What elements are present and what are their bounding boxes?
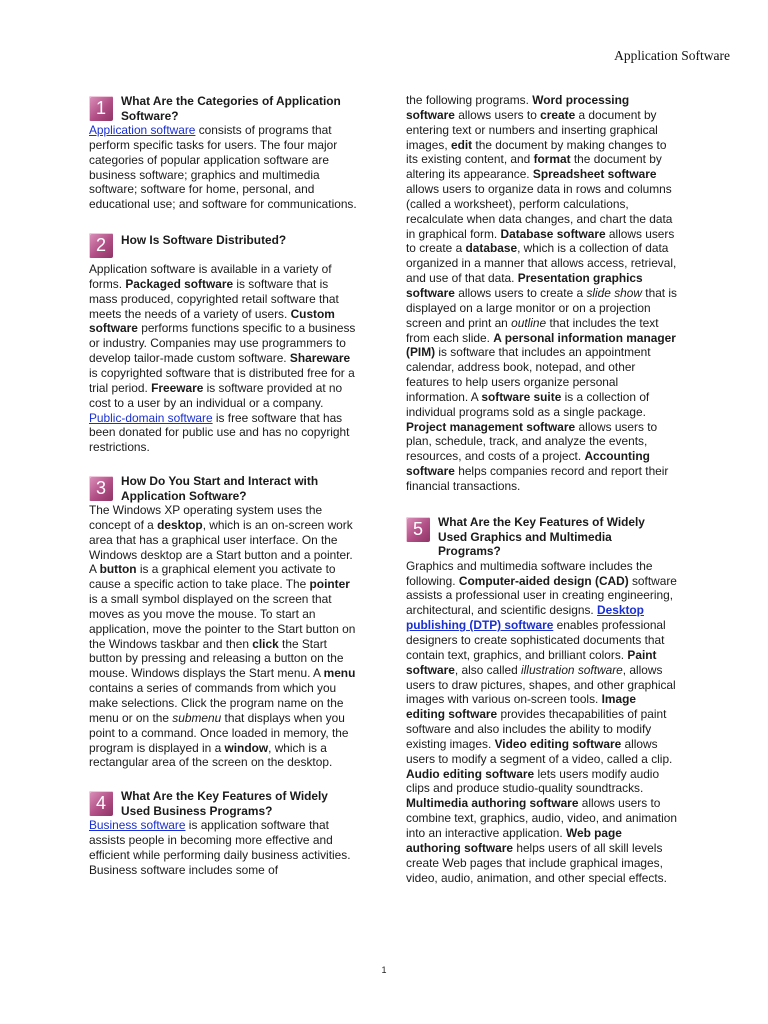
running-header: Application Software bbox=[614, 48, 730, 63]
section-3 bbox=[89, 473, 359, 503]
public-domain-software-link[interactable]: Public-domain software bbox=[89, 410, 213, 425]
section-4 bbox=[89, 788, 359, 818]
section-4-continued: the following programs. Word processing software allows users to create a document by entering text or numbers and inserting graphical images, edit the document by making changes to its existing content, and format the document by altering its appearance. Spreadsheet software allows users to organize data in rows and columns (called a worksheet), perform calculations, recalculate when data changes, and chart the data in graphical form. Database software allows users to create a database, which is a collection of data organized in a manner that allows access, retrieval, and use of that data. Presentation graphics software allows users to create a slide show that is displayed on a large monitor or on a projection screen and print an outline that includes the text from each slide. A personal information manager (PIM) is software that includes an appointment calendar, address book, notepad, and other features to help users organize personal information. A software suite is a collection of individual programs sold as a single package. Project management software allows users to plan, schedule, track, and analyze the events, resources, and costs of a project. Accounting software helps companies record and report their financial transactions. bbox=[406, 93, 677, 493]
section-1 bbox=[89, 93, 359, 123]
section-title: What Are the Key Features of Widely Used Graphics and Multimedia Programs? bbox=[438, 514, 645, 559]
section-number-badge: 1 bbox=[89, 96, 113, 121]
section-1-body: Application software consists of programs that perform specific tasks for users. The four major categories of popular application software are business software; graphics and multimedia software; software for home, personal, and educational use; and software for communications. bbox=[89, 123, 357, 212]
section-3-body: The Windows XP operating system uses the concept of a desktop, which is an on-screen work area that has a graphical user interface. On the Windows desktop are a Start button and a pointer. A button is a graphical element you activate to cause a specific action to take place. The pointer is a small symbol displayed on the screen that moves as you move the mouse. To start an application, move the pointer to the Start button on the Windows taskbar and then click the Start button by pressing and releasing a button on the mouse. Windows displays the Start menu. A menu contains a series of commands from which you make selections. Click the program name on the menu or on the submenu that displays when you point to a command. Once loaded in memory, the program is displayed in a window, which is a rectangular area of the screen on the desktop. bbox=[89, 503, 356, 770]
section-title: How Do You Start and Interact with Application Software? bbox=[121, 474, 319, 503]
section-number-badge: 2 bbox=[89, 233, 113, 258]
section-5-body: Graphics and multimedia software includes the following. Computer-aided design (CAD) software assists a professional user in creating engineering, architectural, and scientific designs. Desktop publishing (DTP) software enables professional designers to create sophisticated documents that contain text, graphics, and brilliant colors. Paint software, also called illustration software, allows users to draw pictures, shapes, and other graphical images with various on-screen tools. Image editing software provides thecapabilities of paint software and also includes the ability to modify existing images. Video editing software allows users to modify a segment of a video, called a clip. Audio editing software lets users modify audio clips and produce studio-quality soundtracks. Multimedia authoring software allows users to combine text, graphics, audio, video, and animation into an interactive application. Web page authoring software helps users of all skill levels create Web pages that include graphical images, video, audio, animation, and other special effects. bbox=[406, 558, 678, 885]
section-number-badge: 5 bbox=[406, 517, 430, 542]
right-column bbox=[406, 93, 678, 885]
left-column bbox=[89, 93, 359, 878]
section-2-body: Application software is available in a variety of forms. Packaged software is software that is mass produced, copyrighted retail software that meets the needs of a variety of users. Custom software performs functions specific to a business or industry. Companies may use programmers to develop tailor-made custom software. Shareware is copyrighted software that is distributed free for a trial period. Freeware is software provided at no cost to a user by an individual or a company. Public-domain software is free software that has been donated for public use and has no copyright restrictions. bbox=[89, 262, 356, 455]
application-software-link[interactable]: Application software bbox=[89, 123, 196, 137]
section-number-badge: 4 bbox=[89, 791, 113, 816]
page-number: 1 bbox=[381, 965, 387, 975]
business-software-link[interactable]: Business software bbox=[89, 818, 186, 833]
section-title: What Are the Categories of Application Software? bbox=[121, 94, 341, 123]
section-4-body: Business software is application software that assists people in becoming more effective and efficient while performing daily business activities. Business software includes some of bbox=[89, 818, 351, 877]
section-2 bbox=[89, 230, 359, 260]
section-5 bbox=[406, 514, 678, 559]
desktop-publishing-link[interactable]: Desktop publishing (DTP) software bbox=[406, 603, 644, 633]
section-title: How Is Software Distributed? bbox=[121, 233, 287, 248]
section-title: What Are the Key Features of Widely Used Business Programs? bbox=[121, 789, 328, 819]
section-number-badge: 3 bbox=[89, 476, 113, 501]
